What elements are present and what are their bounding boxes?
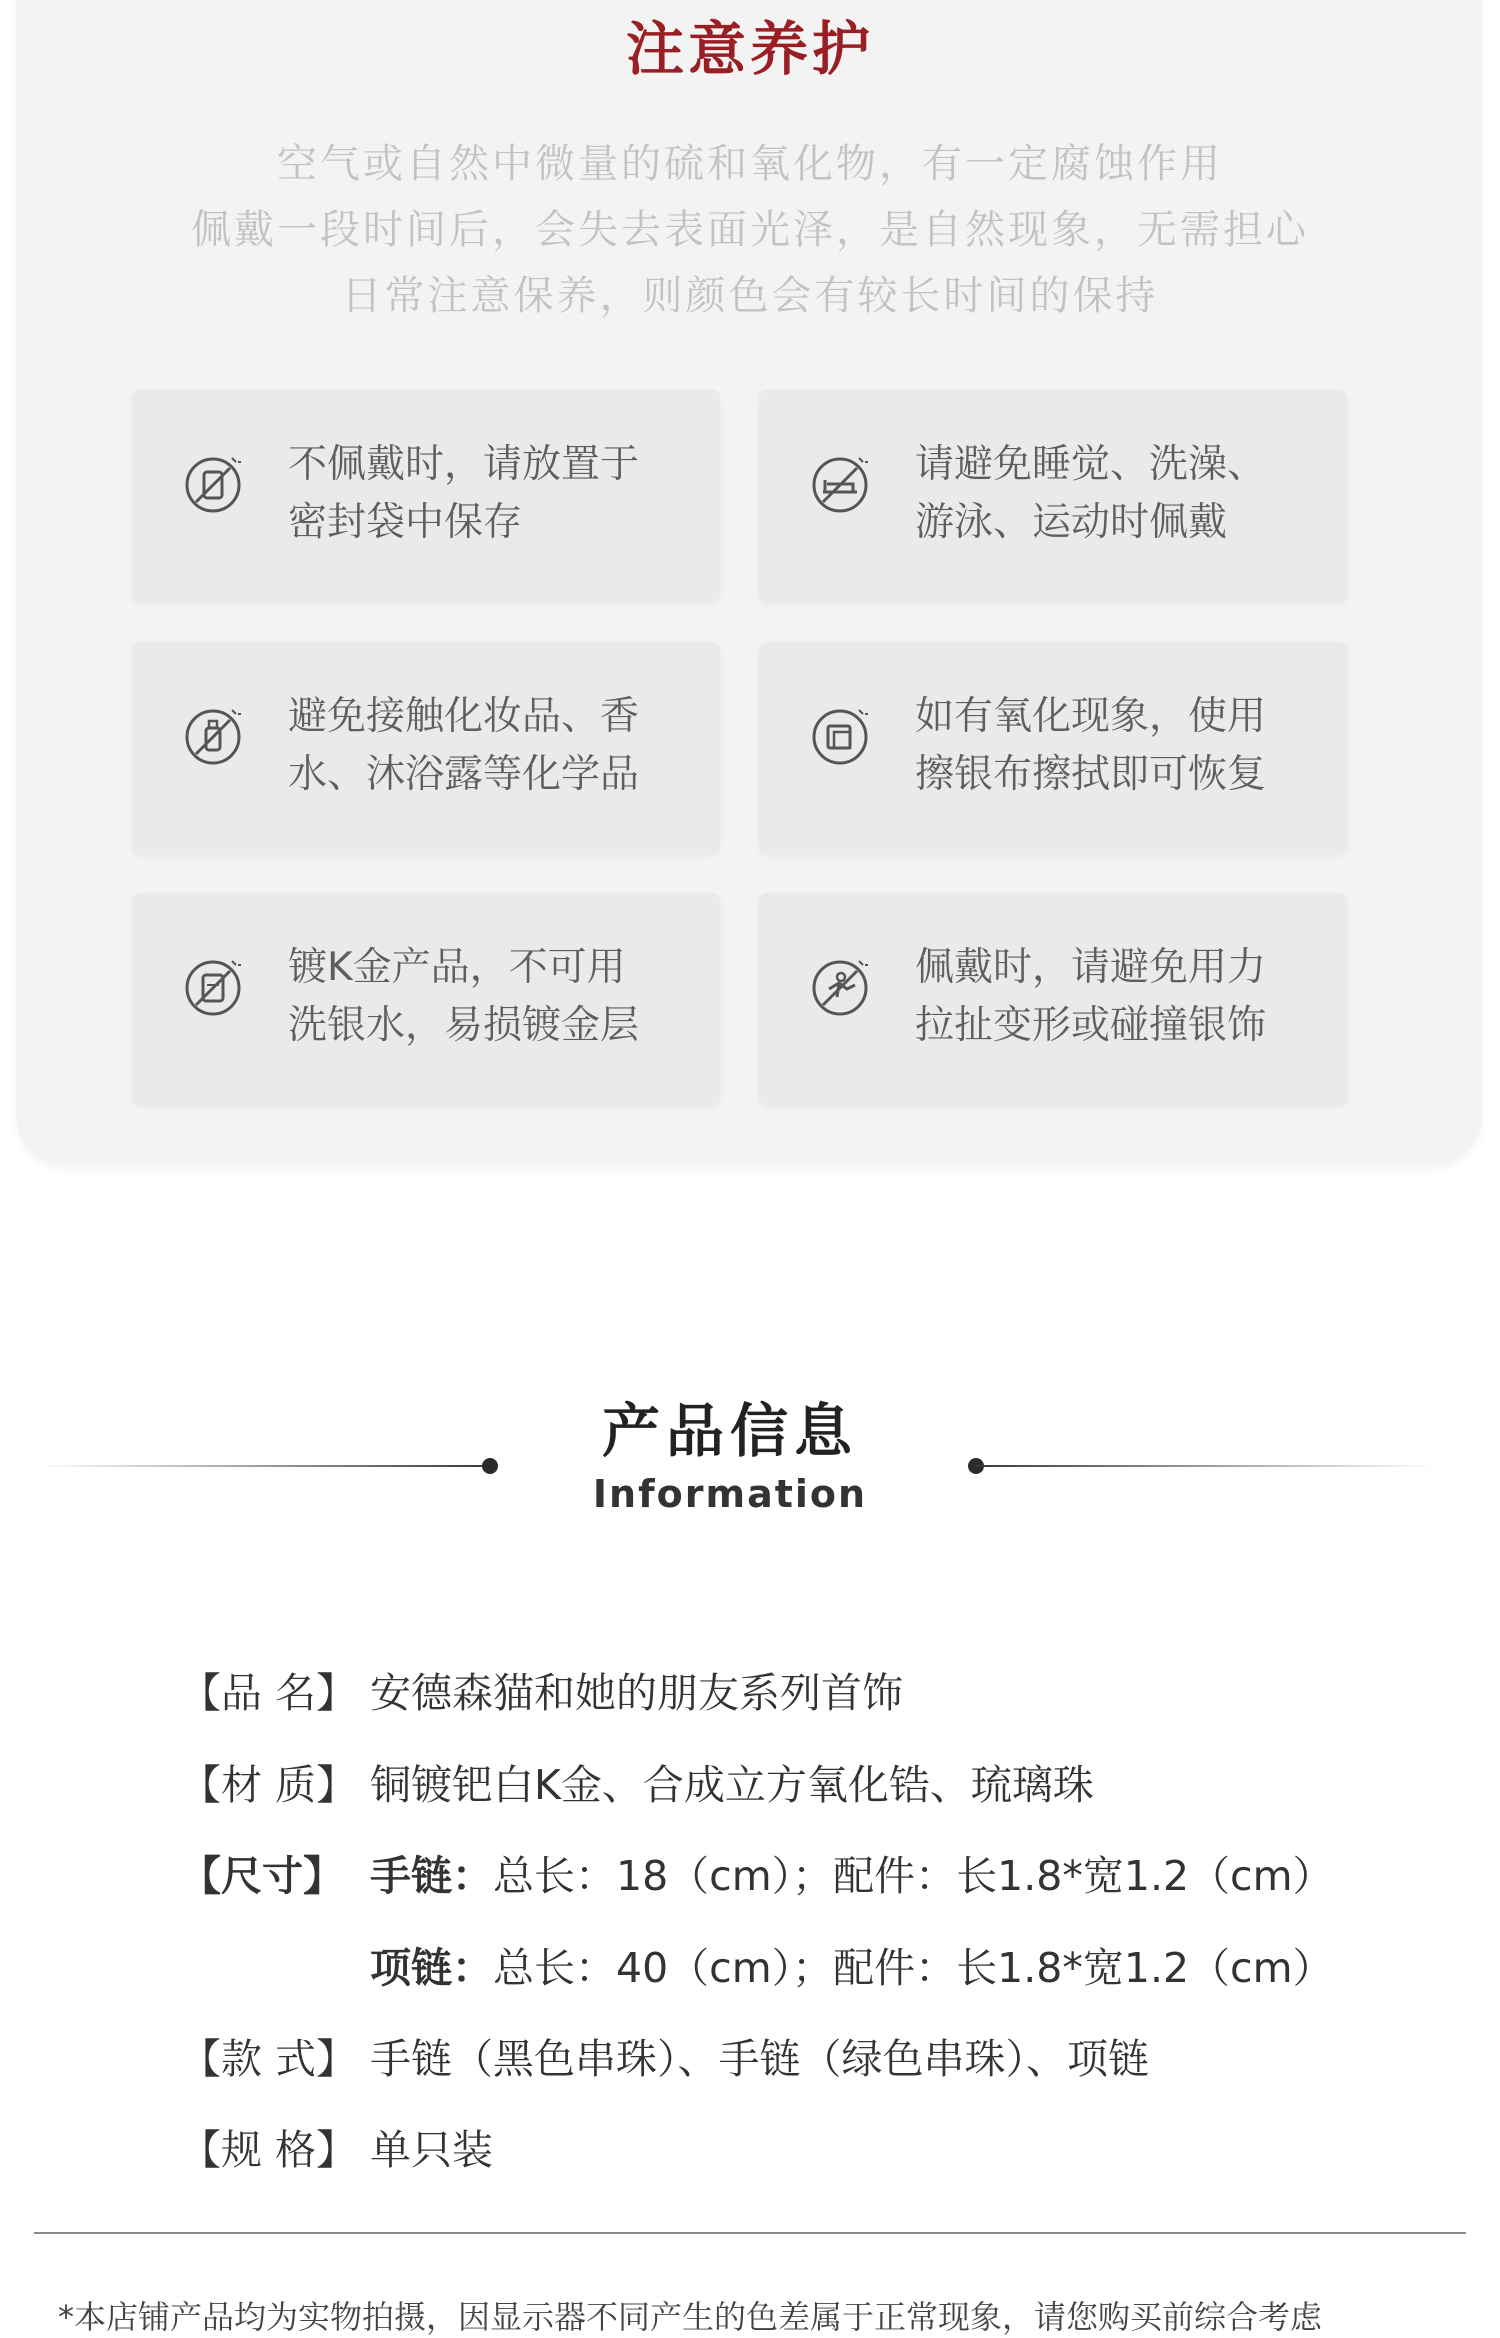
no-spray-icon — [184, 452, 246, 514]
spec-label: 【款 式】 — [180, 2035, 358, 2083]
spec-label: 【品 名】 — [180, 1669, 358, 1717]
care-intro-line: 佩戴一段时间后，会失去表面光泽，是自然现象，无需担心 — [191, 207, 1309, 253]
care-title: 注意养护 — [625, 15, 874, 83]
info-title: 产品信息 — [601, 1397, 858, 1465]
spec-row-material — [180, 1752, 1094, 1811]
no-impact-icon — [811, 955, 873, 1017]
tip-text-line: 拉扯变形或碰撞银饰 — [915, 1003, 1267, 1048]
care-intro-line: 日常注意保养，则颜色会有较长时间的保持 — [341, 273, 1159, 319]
spec-row-spec — [180, 2117, 493, 2176]
tip-text-line: 如有氧化现象，使用 — [915, 694, 1267, 739]
care-intro-line: 空气或自然中微量的硫和氧化物，有一定腐蚀作用 — [277, 141, 1223, 187]
care-tip-tile — [132, 642, 720, 854]
spec-label: 【规 格】 — [180, 2126, 358, 2174]
spec-value: 单只装 — [370, 2126, 493, 2174]
footnote: *本店铺产品均为实物拍摄，因显示器不同产生的色差属于正常现象，请您购买前综合考虑 — [58, 2298, 1323, 2336]
footer-divider — [34, 2232, 1466, 2234]
spec-value: 铜镀钯白K金、合成立方氧化锆、琉璃珠 — [370, 1761, 1094, 1809]
spec-value: 总长：18（cm）；配件：长1.8*宽1.2（cm） — [493, 1852, 1334, 1900]
tip-text-line: 游泳、运动时佩戴 — [915, 500, 1228, 545]
tip-text-line: 擦银布擦拭即可恢复 — [915, 752, 1267, 797]
spec-label: 【尺寸】 — [180, 1852, 344, 1900]
care-tip-tile — [132, 893, 720, 1105]
no-cleaner-icon — [184, 955, 246, 1017]
tip-text-line: 洗银水，易损镀金层 — [288, 1003, 640, 1048]
tip-text-line: 佩戴时，请避免用力 — [915, 945, 1267, 990]
spec-label: 【材 质】 — [180, 1761, 358, 1809]
no-sleep-icon — [811, 452, 873, 514]
tip-text-line: 水、沐浴露等化学品 — [288, 752, 640, 797]
spec-value: 总长：40（cm）；配件：长1.8*宽1.2（cm） — [493, 1944, 1334, 1992]
no-cosmetics-icon — [184, 704, 246, 766]
tip-text-line: 密封袋中保存 — [288, 500, 523, 545]
tip-text-line: 镀K金产品，不可用 — [288, 945, 626, 990]
spec-row-name — [180, 1660, 903, 1719]
spec-value: 手链（黑色串珠）、手链（绿色串珠）、项链 — [370, 2035, 1149, 2083]
tip-text-line: 请避免睡觉、洗澡、 — [915, 442, 1267, 487]
spec-prefix: 手链： — [370, 1852, 493, 1900]
spec-row-size-necklace — [180, 1935, 1334, 1994]
care-tip-tile — [759, 893, 1347, 1105]
polish-cloth-icon — [811, 704, 873, 766]
info-subtitle: Information — [592, 1472, 868, 1516]
tip-text-line: 不佩戴时，请放置于 — [288, 442, 640, 487]
divider-line — [38, 1465, 488, 1467]
spec-row-style — [180, 2026, 1149, 2085]
divider-line — [976, 1465, 1436, 1467]
care-tip-tile — [132, 390, 720, 602]
spec-value: 安德森猫和她的朋友系列首饰 — [370, 1669, 903, 1717]
care-tip-tile — [759, 642, 1347, 854]
tip-text-line: 避免接触化妆品、香 — [288, 694, 640, 739]
care-tip-tile — [759, 390, 1347, 602]
spec-row-size-bracelet — [180, 1843, 1334, 1902]
spec-prefix: 项链： — [370, 1944, 493, 1992]
